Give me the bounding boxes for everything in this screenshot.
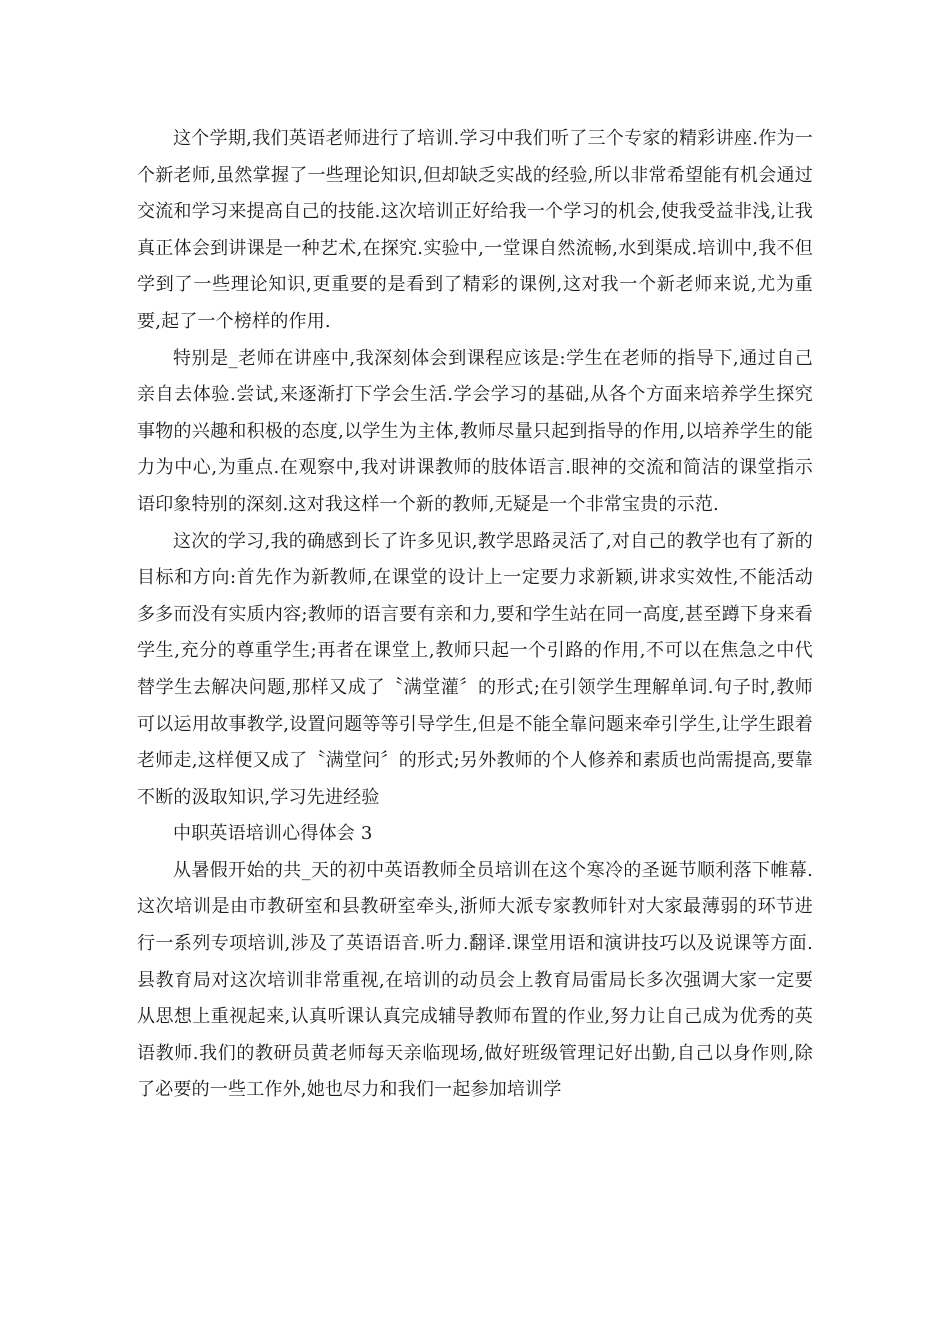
- document-body: [137, 121, 813, 1109]
- paragraph-summer-training: 从暑假开始的共_天的初中英语教师全员培训在这个寒冷的圣诞节顺利落下帷幕.这次培训是由市教研室和县教研室牵头,浙师大派专家教师针对大家最薄弱的环节进行一系列专项培训,涉及了英语语音.听力.翻译.课堂用语和演讲技巧以及说课等方面.县教育局对这次培训非常重视,在培训的动员会上教育局雷局长多次强调大家一定要从思想上重视起来,认真听课认真完成辅导教师布置的作业,努力让自己成为优秀的英语教师.我们的教研员黄老师每天亲临现场,做好班级管理记好出勤,自己以身作则,除了必要的一些工作外,她也尽力和我们一起参加培训学: [137, 859, 813, 1101]
- paragraph-learning-gains: 这次的学习,我的确感到长了许多见识,教学思路灵活了,对自己的教学也有了新的目标和方向:首先作为新教师,在课堂的设计上一定要力求新颖,讲求实效性,不能活动多多而没有实质内容;教师的语言要有亲和力,要和学生站在同一高度,甚至蹲下身来看学生,充分的尊重学生;再者在课堂上,教师只起一个引路的作用,不可以在焦急之中代替学生去解决问题,那样又成了〝满堂灌〞的形式;在引领学生理解单词.句子时,教师可以运用故事教学,设置问题等等引导学生,但是不能全靠问题来牵引学生,让学生跟着老师走,这样便又成了〝满堂问〞的形式;另外教师的个人修养和素质也尚需提高,要靠不断的汲取知识,学习先进经验: [137, 530, 813, 808]
- section-heading: 中职英语培训心得体会 3: [173, 823, 373, 845]
- paragraph-lecture-insight: 特别是_老师在讲座中,我深刻体会到课程应该是:学生在老师的指导下,通过自己亲自去体验.尝试,来逐渐打下学会生活.学会学习的基础,从各个方面来培养学生探究事物的兴趣和积极的态度,以学生为主体,教师尽量只起到指导的作用,以培养学生的能力为中心,为重点.在观察中,我对讲课教师的肢体语言.眼神的交流和简洁的课堂指示语印象特别的深刻.这对我这样一个新的教师,无疑是一个非常宝贵的示范.: [137, 347, 813, 515]
- paragraph-training-intro: 这个学期,我们英语老师进行了培训.学习中我们听了三个专家的精彩讲座.作为一个新老师,虽然掌握了一些理论知识,但却缺乏实战的经验,所以非常希望能有机会通过交流和学习来提高自己的技能.这次培训正好给我一个学习的机会,使我受益非浅,让我真正体会到讲课是一种艺术,在探究.实验中,一堂课自然流畅,水到渠成.培训中,我不但学到了一些理论知识,更重要的是看到了精彩的课例,这对我一个新老师来说,尤为重要,起了一个榜样的作用.: [137, 128, 813, 332]
